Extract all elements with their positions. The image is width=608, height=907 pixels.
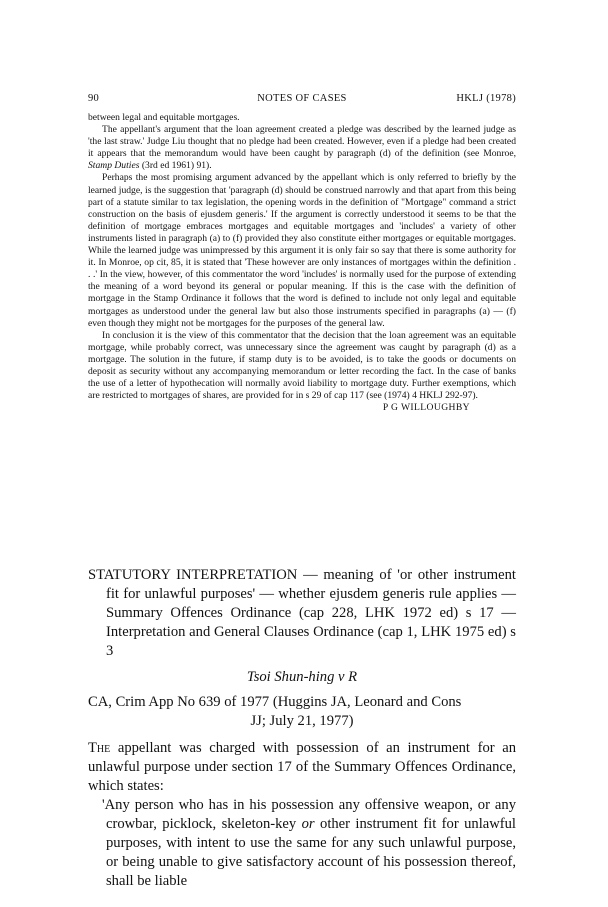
commentary-paragraph: In conclusion it is the view of this commentator that the decision that the loan agreement was an equitable mortgage, while probably correct, was unnecessary since the agreement was caught by paragraph (d) as a mortgage. The solution in the future, if stamp duty is to be avoided, is to take the goods or documents on deposit as security without any accompanying memorandum or letter recording the fact. In the case of banks the use of a letter of hypothecation will normally avoid liability to mortgage duty. Further exemptions, which are restricted to mortgages of shares, are provided for in s 29 of cap 117 (see (1974) 4 HKLJ 292-97). xyxy=(88,329,516,402)
commentary-paragraph xyxy=(88,124,516,172)
commentary-italic-title: Stamp Duties xyxy=(88,160,140,172)
court-citation-line: JJ; July 21, 1977) xyxy=(250,713,354,729)
quote-text: other instrument fit for unlawful purposes, with intent to use the same for any such unlawful purpose, or being unable to give satisfactory account of his possession thereof, shall be liable xyxy=(106,816,516,889)
author-signature: P G WILLOUGHBY xyxy=(382,402,470,414)
case-name: Tsoi Shun-hing v R xyxy=(246,669,358,685)
commentary-text: (3rd ed 1961) 91). xyxy=(139,160,212,172)
case-intro-paragraph xyxy=(88,739,516,796)
commentary-paragraph: between legal and equitable mortgages. xyxy=(88,112,240,123)
court-citation xyxy=(88,693,516,731)
page-number: 90 xyxy=(88,93,100,104)
quote-text: 'Any person who has in his possession any offensive weapon, or any crowbar, picklock, skeleton-key xyxy=(102,797,516,832)
commentary-paragraph: Perhaps the most promising argument advanced by the appellant which is only referred to briefly by the learned judge, is the suggestion that 'paragraph (d) should be construed narrowly and that apart from this being part of a statute similar to tax legislation, the opening words in the definition of "Mortgage" command a strict construction on the basis of ejusdem generis.' If the argument is correctly understood it seems to be that the definition of mortgage embraces mortgages and equitable mortgages and 'includes' a variety of other instruments listed in paragraph (a) to (f) provided they also constitute either mortgages or equitable mortgages. While the learned judge was unimpressed by this argument it is only fair so say that there is some authority for it. In Monroe, op cit, 85, it is stated that 'These however are only instances of mortgages within the definition . . .' In the view, however, of this commentator the word 'includes' is normally used for the purpose of extending the meaning of a word beyond its general or popular meaning. If this is the case with the definition of mortgage in the Stamp Ordinance it follows that the word is defined to include not only legal and equitable mortgages as understood under the general law but also those instruments specified in paragraphs (a) — (f) even though they might not be mortgages for the purposes of the general law. xyxy=(88,172,516,329)
statute-quote xyxy=(88,796,516,891)
court-citation-line: CA, Crim App No 639 of 1977 (Huggins JA, Leonard and Cons xyxy=(88,694,462,710)
case-note xyxy=(88,566,516,891)
journal-citation: HKLJ (1978) xyxy=(456,93,516,104)
quote-italic: or xyxy=(301,816,315,832)
case-commentary xyxy=(88,112,516,414)
case-headnote: STATUTORY INTERPRETATION — meaning of 'or other instrument fit for unlawful purposes' — whether ejusdem generis rule applies — Summary Offences Ordinance (cap 228, LHK 1972 ed) s 17 — Interpretation and General Clauses Ordinance (cap 1, LHK 1975 ed) s 3 xyxy=(88,567,516,659)
lead-word: The xyxy=(88,740,111,756)
commentary-text: The appellant's argument that the loan agreement created a pledge was described by the learned judge as 'the last straw.' Judge Liu thought that no pledge had been created. However, even if a pledge had been created it appears that the memorandum would have been caught by paragraph (d) of the definition (see Monroe, xyxy=(88,124,516,160)
intro-text: appellant was charged with possession of an instrument for an unlawful purpose under section 17 of the Summary Offences Ordinance, which states: xyxy=(88,740,516,794)
running-title: NOTES OF CASES xyxy=(257,93,347,104)
